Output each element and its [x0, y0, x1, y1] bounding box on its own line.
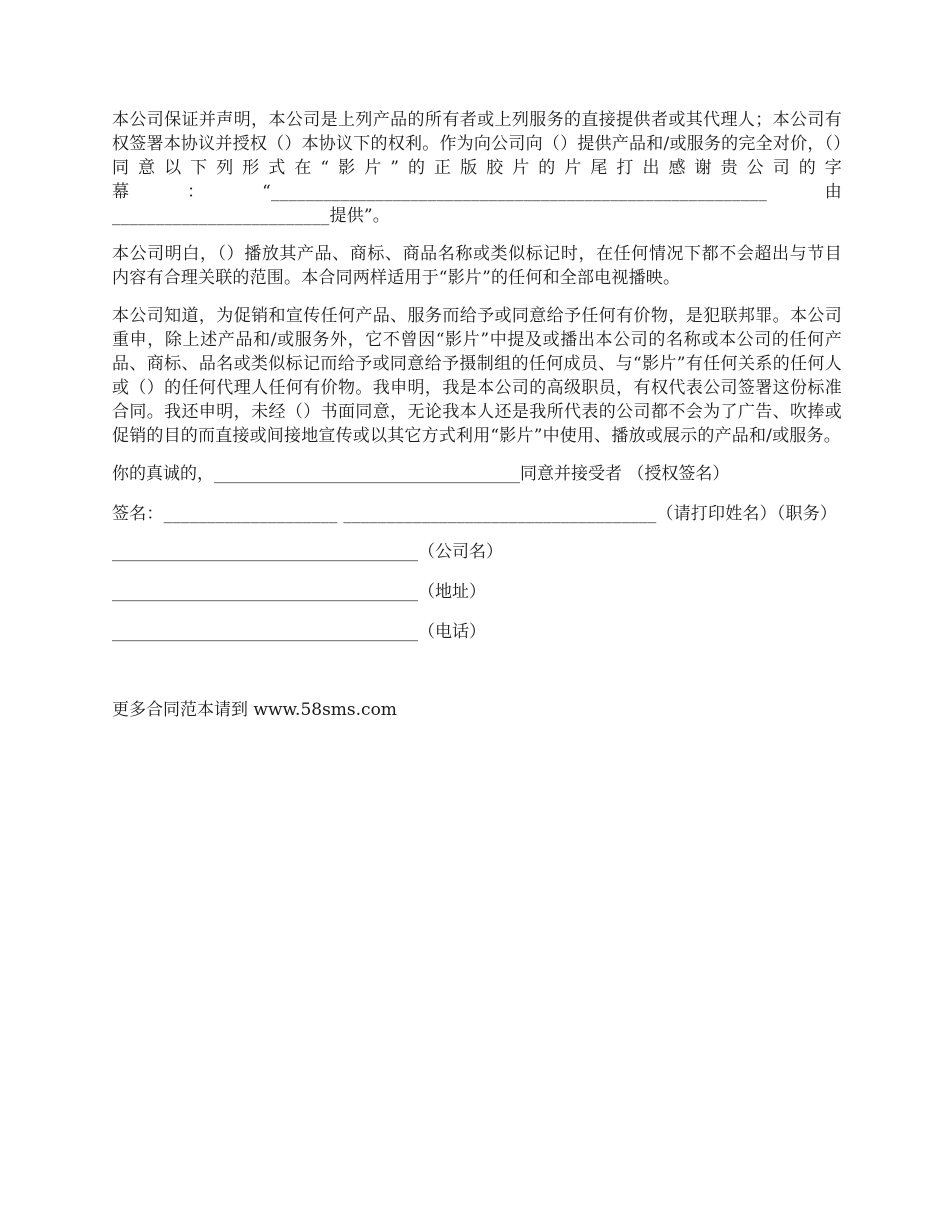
sincerely-line: 你的真诚的，____________________________________同意并接受者 （授权签名） — [112, 464, 730, 484]
declaration-paragraph: 本公司知道，为促销和宣传任何产品、服务而给予或同意给予任何有价物，是犯联邦罪。本公司重申，除上述产品和/或服务外，它不曾因“影片”中提及或播出本公司的名称或本公司的任何产品、商标、品名或类似标记而给予或同意给予摄制组的任何成员、与“影片”有任何关系的任何人或（）的任何代理人任何有价物。我申明，我是本公司的高级职员，有权代表公司签署这份标准合同。我还申明，未经（）书面同意，无论我本人还是我所代表的公司都不会为了广告、吹捧或促销的目的而直接或间接地宣传或以其它方式利用“影片”中使用、播放或展示的产品和/或服务。 — [112, 306, 842, 446]
spacer — [112, 660, 842, 698]
phone-line: ____________________________________（电话） — [112, 622, 486, 642]
company-name-line: ____________________________________（公司名） — [112, 542, 503, 562]
footer-note: 更多合同范本请到 www.58sms.com — [112, 700, 397, 720]
address-line: ____________________________________（地址） — [112, 582, 486, 602]
signature-line: 签名：____________________ ____________________________________（请打印姓名）（职务） — [112, 504, 838, 524]
broadcast-paragraph: 本公司明白，（）播放其产品、商标、商品名称或类似标记时，在任何情况下都不会超出与节目内容有合理关联的范围。本合同两样适用于“影片”的任何和全部电视播映。 — [112, 244, 842, 288]
warranty-paragraph: 本公司保证并声明，本公司是上列产品的所有者或上列服务的直接提供者或其代理人；本公司有权签署本协议并授权（）本协议下的权利。作为向公司向（）提供产品和/或服务的完全对价，（）同意以下列形式在“影片”的正版胶片的片尾打出感谢贵公司的字幕：“_________________________________________________________由_________________________提供”。 — [112, 110, 842, 226]
contract-page — [112, 108, 842, 738]
